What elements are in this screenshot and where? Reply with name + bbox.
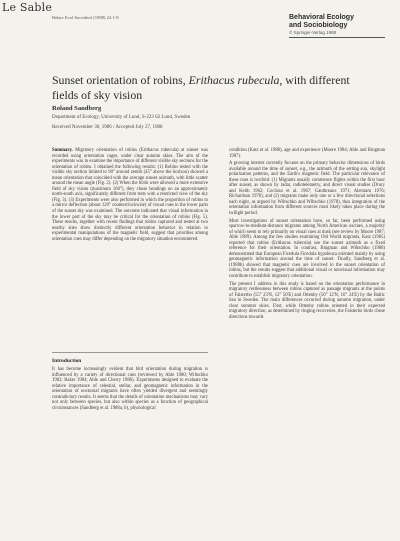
title-part-1: Sunset orientation of robins, — [52, 73, 189, 87]
title-species: Erithacus rubecula — [188, 73, 280, 87]
running-header: Behav Ecol Sociobiol (1988) 22:1-8 — [52, 15, 119, 20]
journal-publisher: © Springer-Verlag 1988 — [289, 30, 337, 36]
article-title — [52, 73, 352, 102]
journal-block — [289, 14, 385, 38]
right-paragraph: The present I address in this study is based on the orientation performance in migratory restlessness between robins captured as passage migrants at the points of Falsterbo (55° 23'N, 12° 50'E) and Ottenby (56° 12'N, 16° 24'E) by the Baltic Sea in Sweden. The main differences occurred during autumn migration, under clear summer skies. First, while Ottenby robins oriented in their expected migratory direction, as determined by ringing recoveries, the Falsterbo birds chose directions towards — [229, 281, 385, 320]
right-paragraph: A growing interest currently focuses on the primary behavior dimensions of birds available around the time of sunset, e.g., the azimuth of the setting sun, skylight polarization patterns, and the Earth's magnetic field. The particular relevance of these cues is twofold: (1) Migrants usually commence flights within the first hour after sunset, as shown by radar, radiotelemetry, and direct visual studies (Drury and Keith 1962; Cochran et al. 1967; Gauthreaux 1971; Alerstam 1976; Richardson 1978), and (2) migrants make only one or a few directional selections each night, as argued by Wiltschko and Wiltschko (1978), thus integration of the orientation information from different sources most likely takes place during the twilight period. — [229, 161, 385, 217]
intro-heading: Introduction — [52, 358, 82, 364]
right-paragraph: condition (Katz et al. 1988), age and experience (Moore 1984; Able and Bingman 1987). — [229, 148, 385, 159]
overlay-caption: Le Sable — [2, 1, 53, 14]
journal-name-2: and Sociobiology — [289, 21, 348, 29]
abstract — [52, 148, 208, 244]
intro-paragraph: It has become increasingly evident that bird orientation during migration is influenced by a variety of directional cues (reviewed by Able 1980; Wiltschko 1983; Baker 1984; Able and Cherry 1986). Experiments designed to evaluate the relative importance of celestial, stellar, and geomagnetic information in the orientation of nocturnal migrants have often yielded divergent and seemingly contradictory results. It seems that the details of orientation mechanisms may vary not only between species, but also within species as a function of geographical circumstances (Sandberg et al. 1988a, b), physiological — [52, 367, 208, 411]
title-part-2: , with different fields of sky vision — [52, 73, 350, 102]
author-name: Roland Sandberg — [52, 105, 102, 112]
received-dates: Received November 30, 1986 / Accepted July 27, 1988 — [52, 125, 163, 130]
affiliation: Department of Ecology, University of Lund, S-223 62 Lund, Sweden — [52, 115, 191, 120]
summary-text: Migratory orientation of robins (Erithacus rubecula) at sunset was recorded using orientation cages, under clear autumn skies. The aim of the experiments was to examine the importance of different visible sky sections for the orientation of robins. I obtained the following results: (1) Robins tested with the visible sky section limited to 90° around zenith (45° above the horizon) showed a mean orientation that coincided with the average sunset azimuth, with little scatter around the mean angle (Fig. 2). (2) When the birds were allowed a more extensive field of sky vision (maximum 160°), they chose headings on an approximately north-south axis, significantly different from tests with a restricted view of the sky (Fig. 3). (3) Experiments were also performed in which the proportion of robins to a mirror deflection (about 120° counterclockwise) of visual cues in the lower parts of the sunset sky was examined. The outcome indicated that visual information in the lower part of the sky may be critical for the orientation of robins (Fig. 5). These results, together with recent findings that robins captured and tested at two nearby sites show distinctly different orientation behavior in relation to experimental manipulations of the magnetic field, suggest that priorities among orientation cues may differ depending on the migratory situation encountered. — [52, 148, 209, 242]
journal-name-1: Behavioral Ecology — [289, 14, 354, 21]
section-rule — [52, 352, 208, 353]
right-paragraph: Most investigations of sunset orientation have, so far, been performed using sparrow-to-medium-distance migrants among North American oscines, a majority of which seem to rely primarily on visual cues at dusk (see review by Moore 1987; Able 1989). Among the few studies examining Old World migrants, Katz (1985) reported that robins (Erithacus rubecula) use the sunset azimuth as a fixed reference for their orientation. In contrast, Bingman and Wiltschko (1988) demonstrated that European Ficedula Ficedula hypoleuca oriented mainly by using geomagnetic information around the time of sunset. Finally, Sandberg et al. (1988b) showed that magnetic cues are involved in the sunset orientation of robins, but the results suggest that additional visual or nonvisual information may contribute to establish migratory orientation. — [229, 218, 385, 280]
intro-text — [52, 367, 208, 413]
summary-label: Summary. — [52, 148, 73, 153]
right-column — [229, 148, 385, 322]
